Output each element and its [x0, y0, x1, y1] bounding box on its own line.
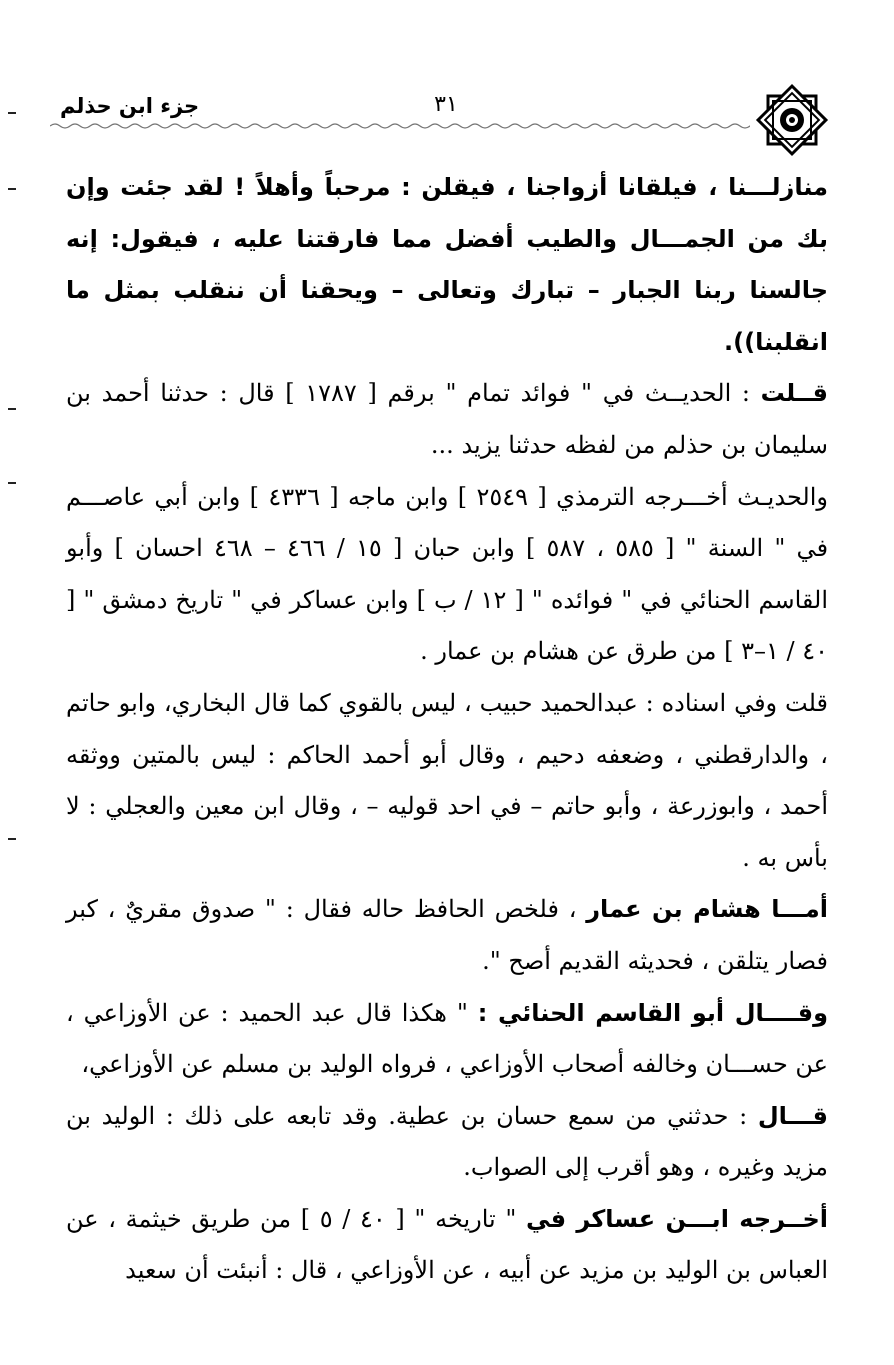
- para-5-lead: أمـــا هشام بن عمار: [586, 895, 829, 924]
- paragraph-isnad: [66, 678, 828, 884]
- para-7-text: : حدثني من سمع حسان بن عطية. وقد تابعه على ذلك : الوليد بن مزيد وغيره ، وهو أقرب إلى الصواب.: [66, 1101, 828, 1182]
- page-number: ٣١: [434, 92, 458, 117]
- scan-edge-mark: [8, 188, 16, 190]
- paragraph-qult-1: [66, 368, 828, 471]
- header-wavy-rule: [50, 122, 750, 130]
- paragraph-takhrij: [66, 472, 828, 678]
- running-title: جزء ابن حذلم: [60, 94, 200, 118]
- paragraph-hinnai: [66, 988, 828, 1091]
- scan-edge-mark: [8, 408, 16, 410]
- para-8-lead: أخــرجه ابـــن عساكر في: [526, 1204, 828, 1233]
- para-7-lead: قـــال: [757, 1101, 828, 1130]
- para-6-lead: وقــــال أبو القاسم الحنائي :: [477, 998, 829, 1027]
- para-4-text: قلت وفي اسناده : عبدالحميد حبيب ، ليس بالقوي كما قال البخاري، وابو حاتم ، والدارقطني ، وضعفه دحيم ، وقال أبو أحمد الحاكم : ليس بالمتين ووثقه أحمد ، وابوزرعة ، وأبو حاتم – في احد قوليه – ، وقال ابن معين والعجلي : لا بأس به .: [66, 688, 828, 872]
- para-6-text: " هكذا قال عبد الحميد : عن الأوزاعي ، عن حســـان وخالفه أصحاب الأوزاعي ، فرواه الوليد بن مسلم عن الأوزاعي،: [66, 998, 828, 1079]
- main-text: [66, 162, 828, 1297]
- paragraph-hadith-end: [66, 162, 828, 368]
- scan-edge-mark: [8, 838, 16, 840]
- para-5-text: ، فلخص الحافظ حاله فقال : " صدوق مقريٌ ، كبر فصار يتلقن ، فحديثه القديم أصح ".: [66, 895, 828, 975]
- para-3-text: والحديـث أخـــرجه الترمذي [ ٢٥٤٩ ] وابن ماجه [ ٤٣٣٦ ] وابن أبي عاصـــم في " السنة " [ ٥٨٥ ، ٥٨٧ ] وابن حبان [ ١٥ / ٤٦٦ – ٤٦٨ احسان ] وأبو القاسم الحنائي في " فوائده " [ ١٢ / ب ] وابن عساكر في " تاريخ دمشق " [ ٤٠ / ١–٣ ] من طرق عن هشام بن عمار .: [66, 482, 829, 666]
- paragraph-ibn-asakir: [66, 1194, 828, 1297]
- scan-edge-mark: [8, 482, 16, 484]
- para-8-text: " تاريخه " [ ٤٠ / ٥ ] من طريق خيثمة ، عن العباس بن الوليد بن مزيد عن أبيه ، عن الأوزاعي ، قال : أنبئت أن سعيد: [66, 1204, 828, 1285]
- para-2-text: : الحديــث في " فوائد تمام " برقم [ ١٧٨٧ ] قال : حدثنا أحمد بن سليمان بن حذلم من لفظه حدثنا يزيد ...: [66, 379, 828, 459]
- para-2-lead: قــلت: [760, 379, 828, 408]
- paragraph-qala: [66, 1091, 828, 1194]
- page-header: [60, 80, 832, 160]
- scan-edge-mark: [8, 112, 16, 114]
- para-1-text: منازلـــنا ، فيلقانا أزواجنا ، فيقلن : مرحباً وأهلاً ! لقد جئت وإن بك من الجمـــال والطيب أفضل مما فارقتنا عليه ، فيقول: إنه جالسنا ربنا الجبار – تبارك وتعالى – ويحقنا أن ننقلب بمثل ما انقلبنا)).: [66, 173, 828, 356]
- paragraph-hisham: [66, 884, 828, 987]
